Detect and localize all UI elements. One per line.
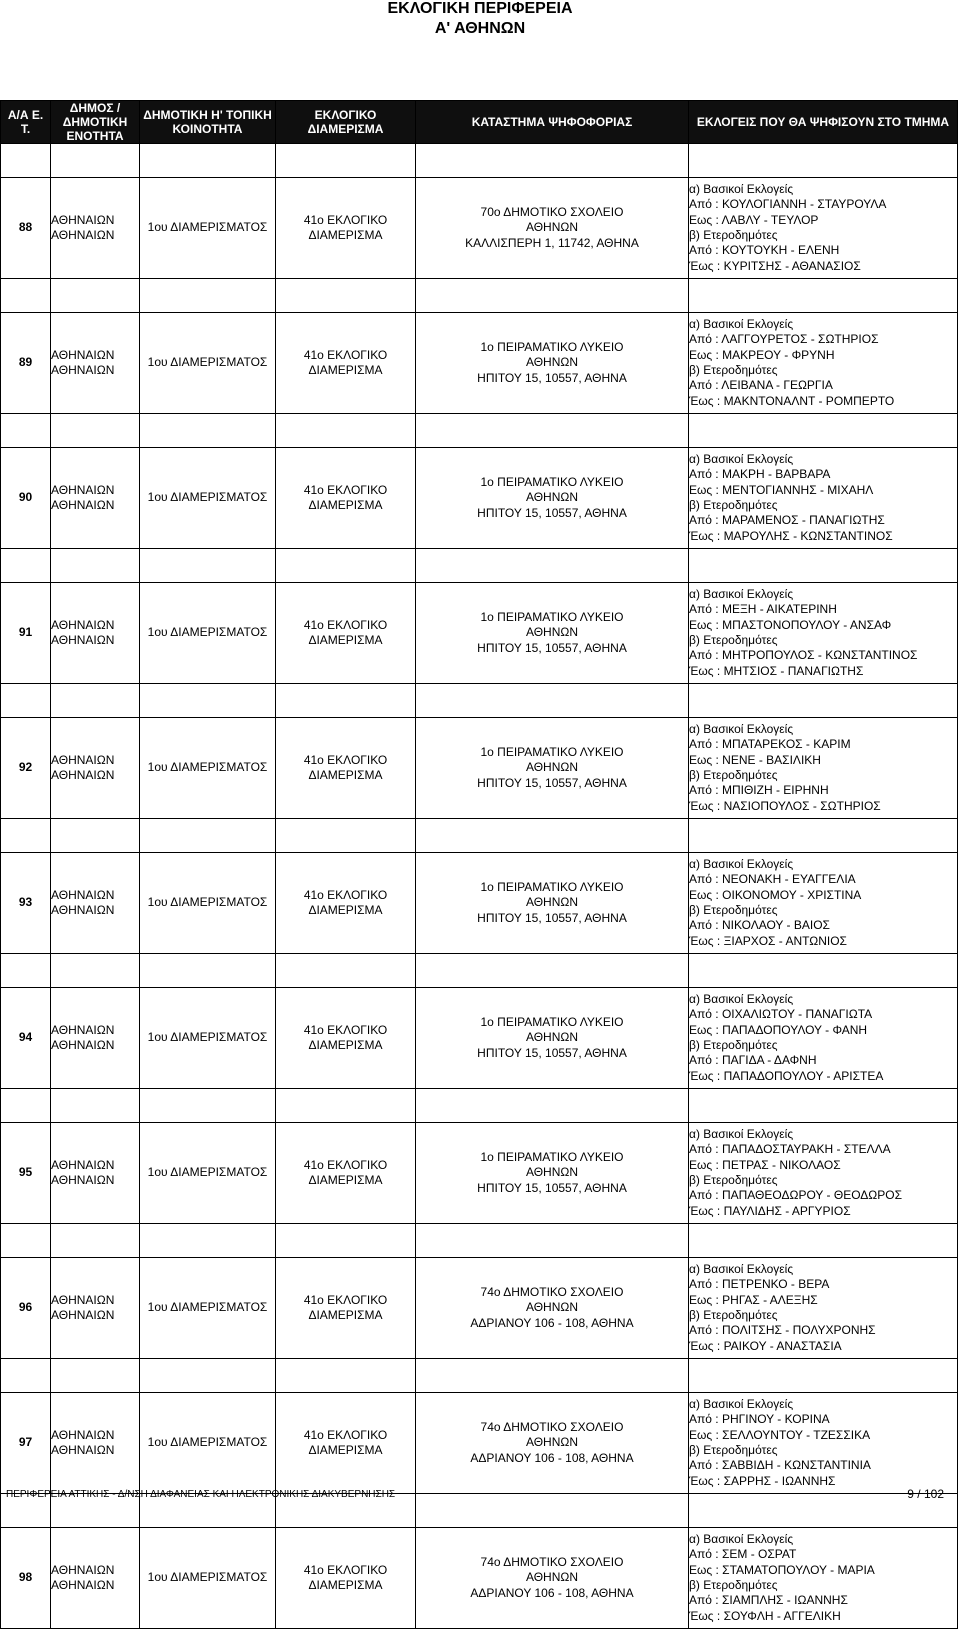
voters-line: α) Βασικοί Εκλογείς bbox=[689, 1532, 794, 1547]
station-name: 74ο ΔΗΜΟΤΙΚΟ ΣΧΟΛΕΙΟ bbox=[480, 1420, 624, 1435]
voters-line: Από : ΜΠΙΘΙΖΗ - ΕΙΡΗΝΗ bbox=[689, 783, 829, 798]
voters-line: Εως : ΠΑΠΑΔΟΠΟΥΛΟΥ - ΦΑΝΗ bbox=[689, 1022, 868, 1037]
community-cell: 1ου ΔΙΑΜΕΡΙΣΜΑΤΟΣ bbox=[140, 1123, 276, 1224]
voters-line: Έως : ΣΟΥΦΛΗ - ΑΓΓΕΛΙΚΗ bbox=[689, 1608, 841, 1623]
voters-cell bbox=[689, 313, 958, 414]
document-subtitle: Α' ΑΘΗΝΩΝ bbox=[434, 20, 526, 37]
polling-stations-table bbox=[0, 100, 958, 1629]
voters-line: α) Βασικοί Εκλογείς bbox=[689, 587, 794, 602]
municipal-unit-line: ΑΘΗΝΑΙΩΝ bbox=[51, 768, 115, 782]
municipal-unit-line: ΑΘΗΝΑΙΩΝ bbox=[51, 903, 115, 917]
station-name: 1ο ΠΕΙΡΑΜΑΤΙΚΟ ΛΥΚΕΙΟ bbox=[480, 745, 624, 760]
table-row bbox=[1, 1258, 958, 1359]
row-spacer bbox=[1, 1359, 958, 1393]
voters-line: β) Ετεροδημότες bbox=[689, 768, 778, 782]
polling-station-cell bbox=[416, 988, 689, 1089]
voters-line: Από : ΠΕΤΡΕΝΚΟ - ΒΕΡΑ bbox=[689, 1277, 830, 1292]
polling-station-cell bbox=[416, 853, 689, 954]
voters-line: Έως : ΜΑΡΟΥΛΗΣ - ΚΩΝΣΤΑΝΤΙΝΟΣ bbox=[689, 528, 893, 543]
row-spacer bbox=[1, 1089, 958, 1123]
district-line: ΔΙΑΜΕΡΙΣΜΑ bbox=[308, 633, 383, 647]
station-address: ΑΔΡΙΑΝΟΥ 106 - 108, ΑΘΗΝΑ bbox=[470, 1585, 634, 1600]
station-address: ΗΠΙΤΟΥ 15, 10557, ΑΘΗΝΑ bbox=[477, 370, 627, 385]
polling-station-cell bbox=[416, 1393, 689, 1494]
voters-line: α) Βασικοί Εκλογείς bbox=[689, 182, 794, 197]
voters-line: Εως : ΝΕΝΕ - ΒΑΣΙΛΙΚΗ bbox=[689, 752, 821, 767]
voters-line: α) Βασικοί Εκλογείς bbox=[689, 1127, 794, 1142]
station-address: ΗΠΙΤΟΥ 15, 10557, ΑΘΗΝΑ bbox=[477, 910, 627, 925]
community-cell: 1ου ΔΙΑΜΕΡΙΣΜΑΤΟΣ bbox=[140, 448, 276, 549]
district-line: ΔΙΑΜΕΡΙΣΜΑ bbox=[308, 903, 383, 917]
polling-station-cell bbox=[416, 313, 689, 414]
district-line: ΔΙΑΜΕΡΙΣΜΑ bbox=[308, 498, 383, 512]
municipal-unit-line: ΑΘΗΝΑΙΩΝ bbox=[51, 1038, 115, 1052]
voters-cell bbox=[689, 718, 958, 819]
voters-line: α) Βασικοί Εκλογείς bbox=[689, 722, 794, 737]
row-spacer bbox=[1, 279, 958, 313]
document-title: ΕΚΛΟΓΙΚΗ ΠΕΡΙΦΕΡΕΙΑ bbox=[387, 0, 573, 17]
polling-station-cell bbox=[416, 718, 689, 819]
community-cell: 1ου ΔΙΑΜΕΡΙΣΜΑΤΟΣ bbox=[140, 1393, 276, 1494]
voters-line: Από : ΜΠΑΤΑΡΕΚΟΣ - ΚΑΡΙΜ bbox=[689, 737, 851, 752]
municipal-unit-line: ΑΘΗΝΑΙΩΝ bbox=[51, 1443, 115, 1457]
voters-line: Από : ΜΑΡΑΜΕΝΟΣ - ΠΑΝΑΓΙΩΤΗΣ bbox=[689, 513, 885, 528]
station-address: ΚΑΛΛΙΣΠΕΡΗ 1, 11742, ΑΘΗΝΑ bbox=[465, 235, 639, 250]
voters-line: Από : ΜΑΚΡΗ - ΒΑΡΒΑΡΑ bbox=[689, 467, 831, 482]
station-name: 74ο ΔΗΜΟΤΙΚΟ ΣΧΟΛΕΙΟ bbox=[480, 1285, 624, 1300]
table-row bbox=[1, 718, 958, 819]
row-number: 88 bbox=[1, 178, 51, 279]
community-cell: 1ου ΔΙΑΜΕΡΙΣΜΑΤΟΣ bbox=[140, 718, 276, 819]
district-cell bbox=[276, 583, 416, 684]
district-line: 41ο ΕΚΛΟΓΙΚΟ bbox=[303, 1157, 388, 1172]
voters-line: Έως : ΠΑΠΑΔΟΠΟΥΛΟΥ - ΑΡΙΣΤΕΑ bbox=[689, 1068, 884, 1083]
header-polling-station: ΚΑΤΑΣΤΗΜΑ ΨΗΦΟΦΟΡΙΑΣ bbox=[416, 101, 689, 144]
voters-line: Από : ΛΕΙΒΑΝΑ - ΓΕΩΡΓΙΑ bbox=[689, 378, 833, 393]
voters-line: Έως : ΣΑΡΡΗΣ - ΙΩΑΝΝΗΣ bbox=[689, 1473, 836, 1488]
station-city: ΑΘΗΝΩΝ bbox=[525, 1030, 579, 1045]
table-row bbox=[1, 583, 958, 684]
municipal-unit-line: ΑΘΗΝΑΙΩΝ bbox=[51, 363, 115, 377]
table-body bbox=[1, 144, 958, 1629]
district-cell bbox=[276, 448, 416, 549]
voters-cell bbox=[689, 448, 958, 549]
municipality-line: ΑΘΗΝΑΙΩΝ bbox=[51, 752, 115, 767]
district-cell bbox=[276, 1528, 416, 1629]
district-line: ΔΙΑΜΕΡΙΣΜΑ bbox=[308, 363, 383, 377]
row-number: 98 bbox=[1, 1528, 51, 1629]
row-spacer bbox=[1, 1224, 958, 1258]
voters-line: Από : ΠΟΛΙΤΣΗΣ - ΠΟΛΥΧΡΟΝΗΣ bbox=[689, 1323, 876, 1338]
voters-line: β) Ετεροδημότες bbox=[689, 1038, 778, 1052]
voters-line: Από : ΠΑΠΑΘΕΟΔΩΡΟΥ - ΘΕΟΔΩΡΟΣ bbox=[689, 1188, 903, 1203]
voters-line: β) Ετεροδημότες bbox=[689, 363, 778, 377]
municipal-unit-line: ΑΘΗΝΑΙΩΝ bbox=[51, 633, 115, 647]
row-spacer bbox=[1, 684, 958, 718]
municipality-cell bbox=[51, 313, 140, 414]
municipality-cell bbox=[51, 1258, 140, 1359]
municipality-line: ΑΘΗΝΑΙΩΝ bbox=[51, 347, 115, 362]
station-name: 1ο ΠΕΙΡΑΜΑΤΙΚΟ ΛΥΚΕΙΟ bbox=[480, 475, 624, 490]
district-cell bbox=[276, 853, 416, 954]
row-number: 96 bbox=[1, 1258, 51, 1359]
voters-line: β) Ετεροδημότες bbox=[689, 1578, 778, 1592]
row-spacer bbox=[1, 549, 958, 583]
municipality-line: ΑΘΗΝΑΙΩΝ bbox=[51, 482, 115, 497]
district-line: 41ο ΕΚΛΟΓΙΚΟ bbox=[303, 1562, 388, 1577]
municipality-line: ΑΘΗΝΑΙΩΝ bbox=[51, 1157, 115, 1172]
district-line: ΔΙΑΜΕΡΙΣΜΑ bbox=[308, 228, 383, 242]
station-city: ΑΘΗΝΩΝ bbox=[525, 1570, 579, 1585]
community-cell: 1ου ΔΙΑΜΕΡΙΣΜΑΤΟΣ bbox=[140, 853, 276, 954]
voters-line: Από : ΟΙΧΑΛΙΩΤΟΥ - ΠΑΝΑΓΙΩΤΑ bbox=[689, 1007, 873, 1022]
voters-line: Από : ΣΕΜ - ΟΣΡΑΤ bbox=[689, 1547, 797, 1562]
table-row bbox=[1, 178, 958, 279]
municipality-cell bbox=[51, 1123, 140, 1224]
municipality-cell bbox=[51, 448, 140, 549]
voters-line: Από : ΣΑΒΒΙΔΗ - ΚΩΝΣΤΑΝΤΙΝΙΑ bbox=[689, 1458, 871, 1473]
voters-line: Εως : ΠΕΤΡΑΣ - ΝΙΚΟΛΑΟΣ bbox=[689, 1157, 841, 1172]
voters-cell bbox=[689, 1123, 958, 1224]
voters-line: Από : ΜΕΞΗ - ΑΙΚΑΤΕΡΙΝΗ bbox=[689, 602, 837, 617]
municipality-line: ΑΘΗΝΑΙΩΝ bbox=[51, 1292, 115, 1307]
district-line: 41ο ΕΚΛΟΓΙΚΟ bbox=[303, 482, 388, 497]
row-spacer bbox=[1, 414, 958, 448]
district-cell bbox=[276, 1123, 416, 1224]
municipality-cell bbox=[51, 583, 140, 684]
station-name: 1ο ΠΕΙΡΑΜΑΤΙΚΟ ΛΥΚΕΙΟ bbox=[480, 880, 624, 895]
station-name: 1ο ΠΕΙΡΑΜΑΤΙΚΟ ΛΥΚΕΙΟ bbox=[480, 1150, 624, 1165]
voters-line: Από : ΝΙΚΟΛΑΟΥ - ΒΑΙΟΣ bbox=[689, 918, 830, 933]
station-city: ΑΘΗΝΩΝ bbox=[525, 895, 579, 910]
district-cell bbox=[276, 1393, 416, 1494]
voters-line: Έως : ΝΑΣΙΟΠΟΥΛΟΣ - ΣΩΤΗΡΙΟΣ bbox=[689, 798, 881, 813]
voters-line: β) Ετεροδημότες bbox=[689, 1173, 778, 1187]
voters-line: Από : ΚΟΥΛΟΓΙΑΝΝΗ - ΣΤΑΥΡΟΥΛΑ bbox=[689, 197, 887, 212]
header-community: ΔΗΜΟΤΙΚΗ Η' ΤΟΠΙΚΗ ΚΟΙΝΟΤΗΤΑ bbox=[140, 101, 276, 144]
polling-station-cell bbox=[416, 448, 689, 549]
polling-station-cell bbox=[416, 178, 689, 279]
table-header-row bbox=[1, 101, 958, 144]
station-name: 1ο ΠΕΙΡΑΜΑΤΙΚΟ ΛΥΚΕΙΟ bbox=[480, 340, 624, 355]
district-line: ΔΙΑΜΕΡΙΣΜΑ bbox=[308, 1308, 383, 1322]
row-number: 95 bbox=[1, 1123, 51, 1224]
station-city: ΑΘΗΝΩΝ bbox=[525, 220, 579, 235]
polling-station-cell bbox=[416, 583, 689, 684]
polling-station-cell bbox=[416, 1258, 689, 1359]
voters-line: Εως : ΛΑΒΛΥ - ΤΕΥΛΟΡ bbox=[689, 212, 819, 227]
voters-line: Από : ΣΙΑΜΠΛΗΣ - ΙΩΑΝΝΗΣ bbox=[689, 1593, 848, 1608]
header-aa: Α/Α Ε. Τ. bbox=[1, 101, 51, 144]
voters-line: α) Βασικοί Εκλογείς bbox=[689, 992, 794, 1007]
voters-line: Από : ΚΟΥΤΟΥΚΗ - ΕΛΕΝΗ bbox=[689, 243, 840, 258]
municipal-unit-line: ΑΘΗΝΑΙΩΝ bbox=[51, 498, 115, 512]
voters-line: Εως : ΣΤΑΜΑΤΟΠΟΥΛΟΥ - ΜΑΡΙΑ bbox=[689, 1562, 875, 1577]
municipal-unit-line: ΑΘΗΝΑΙΩΝ bbox=[51, 228, 115, 242]
row-number: 90 bbox=[1, 448, 51, 549]
voters-line: β) Ετεροδημότες bbox=[689, 1443, 778, 1457]
voters-line: Από : ΛΑΓΓΟΥΡΕΤΟΣ - ΣΩΤΗΡΙΟΣ bbox=[689, 332, 879, 347]
municipal-unit-line: ΑΘΗΝΑΙΩΝ bbox=[51, 1308, 115, 1322]
community-cell: 1ου ΔΙΑΜΕΡΙΣΜΑΤΟΣ bbox=[140, 178, 276, 279]
voters-line: Έως : ΡΑΙΚΟΥ - ΑΝΑΣΤΑΣΙΑ bbox=[689, 1338, 842, 1353]
voters-cell bbox=[689, 583, 958, 684]
district-cell bbox=[276, 178, 416, 279]
district-line: 41ο ΕΚΛΟΓΙΚΟ bbox=[303, 1022, 388, 1037]
polling-station-cell bbox=[416, 1123, 689, 1224]
footer-text: ΠΕΡΙΦΕΡΕΙΑ ΑΤΤΙΚΗΣ - Δ/ΝΣΗ ΔΙΑΦΑΝΕΙΑΣ ΚΑΙ ΗΛΕΚΤΡΟΝΙΚΗΣ ΔΙΑΚΥΒΕΡΝΗΣΗΣ bbox=[6, 1489, 396, 1500]
voters-line: Έως : ΜΑΚΝΤΟΝΑΛΝΤ - ΡΟΜΠΕΡΤΟ bbox=[689, 393, 895, 408]
voters-line: α) Βασικοί Εκλογείς bbox=[689, 452, 794, 467]
header-municipality: ΔΗΜΟΣ / ΔΗΜΟΤΙΚΗ ΕΝΟΤΗΤΑ bbox=[51, 101, 140, 144]
row-spacer bbox=[1, 819, 958, 853]
station-address: ΗΠΙΤΟΥ 15, 10557, ΑΘΗΝΑ bbox=[477, 505, 627, 520]
station-city: ΑΘΗΝΩΝ bbox=[525, 1300, 579, 1315]
station-address: ΗΠΙΤΟΥ 15, 10557, ΑΘΗΝΑ bbox=[477, 640, 627, 655]
district-cell bbox=[276, 1258, 416, 1359]
row-number: 97 bbox=[1, 1393, 51, 1494]
municipality-line: ΑΘΗΝΑΙΩΝ bbox=[51, 617, 115, 632]
table-row bbox=[1, 448, 958, 549]
district-line: 41ο ΕΚΛΟΓΙΚΟ bbox=[303, 212, 388, 227]
voters-line: Έως : ΠΑΥΛΙΔΗΣ - ΑΡΓΥΡΙΟΣ bbox=[689, 1203, 851, 1218]
municipality-line: ΑΘΗΝΑΙΩΝ bbox=[51, 212, 115, 227]
station-address: ΑΔΡΙΑΝΟΥ 106 - 108, ΑΘΗΝΑ bbox=[470, 1315, 634, 1330]
row-number: 94 bbox=[1, 988, 51, 1089]
voters-line: Έως : ΞΙΑΡΧΟΣ - ΑΝΤΩΝΙΟΣ bbox=[689, 933, 847, 948]
voters-line: Από : ΡΗΓΙΝΟΥ - ΚΟΡΙΝΑ bbox=[689, 1412, 830, 1427]
voters-line: Εως : ΜΑΚΡΕΟΥ - ΦΡΥΝΗ bbox=[689, 347, 835, 362]
municipal-unit-line: ΑΘΗΝΑΙΩΝ bbox=[51, 1578, 115, 1592]
voters-line: β) Ετεροδημότες bbox=[689, 228, 778, 242]
station-name: 1ο ΠΕΙΡΑΜΑΤΙΚΟ ΛΥΚΕΙΟ bbox=[480, 1015, 624, 1030]
station-name: 74ο ΔΗΜΟΤΙΚΟ ΣΧΟΛΕΙΟ bbox=[480, 1555, 624, 1570]
municipality-cell bbox=[51, 178, 140, 279]
station-city: ΑΘΗΝΩΝ bbox=[525, 355, 579, 370]
voters-cell bbox=[689, 853, 958, 954]
polling-station-cell bbox=[416, 1528, 689, 1629]
district-line: ΔΙΑΜΕΡΙΣΜΑ bbox=[308, 768, 383, 782]
voters-line: α) Βασικοί Εκλογείς bbox=[689, 1397, 794, 1412]
community-cell: 1ου ΔΙΑΜΕΡΙΣΜΑΤΟΣ bbox=[140, 988, 276, 1089]
table-row bbox=[1, 853, 958, 954]
district-line: 41ο ΕΚΛΟΓΙΚΟ bbox=[303, 752, 388, 767]
municipality-cell bbox=[51, 853, 140, 954]
district-cell bbox=[276, 313, 416, 414]
district-line: ΔΙΑΜΕΡΙΣΜΑ bbox=[308, 1173, 383, 1187]
voters-line: α) Βασικοί Εκλογείς bbox=[689, 317, 794, 332]
district-line: 41ο ΕΚΛΟΓΙΚΟ bbox=[303, 887, 388, 902]
station-city: ΑΘΗΝΩΝ bbox=[525, 1165, 579, 1180]
voters-line: β) Ετεροδημότες bbox=[689, 903, 778, 917]
voters-line: β) Ετεροδημότες bbox=[689, 498, 778, 512]
row-number: 91 bbox=[1, 583, 51, 684]
voters-line: Εως : ΜΕΝΤΟΓΙΑΝΝΗΣ - ΜΙΧΑΗΛ bbox=[689, 482, 874, 497]
station-city: ΑΘΗΝΩΝ bbox=[525, 760, 579, 775]
district-line: ΔΙΑΜΕΡΙΣΜΑ bbox=[308, 1443, 383, 1457]
station-address: ΑΔΡΙΑΝΟΥ 106 - 108, ΑΘΗΝΑ bbox=[470, 1450, 634, 1465]
voters-cell bbox=[689, 988, 958, 1089]
row-spacer bbox=[1, 954, 958, 988]
station-name: 1ο ΠΕΙΡΑΜΑΤΙΚΟ ΛΥΚΕΙΟ bbox=[480, 610, 624, 625]
voters-line: α) Βασικοί Εκλογείς bbox=[689, 1262, 794, 1277]
municipality-cell bbox=[51, 718, 140, 819]
voters-line: Από : ΠΑΓΙΔΑ - ΔΑΦΝΗ bbox=[689, 1053, 817, 1068]
voters-cell bbox=[689, 1258, 958, 1359]
municipality-line: ΑΘΗΝΑΙΩΝ bbox=[51, 1427, 115, 1442]
community-cell: 1ου ΔΙΑΜΕΡΙΣΜΑΤΟΣ bbox=[140, 583, 276, 684]
table-row bbox=[1, 1393, 958, 1494]
voters-line: Έως : ΜΗΤΣΙΟΣ - ΠΑΝΑΓΙΩΤΗΣ bbox=[689, 663, 864, 678]
voters-line: Εως : ΜΠΑΣΤΟΝΟΠΟΥΛΟΥ - ΑΝΣΑΦ bbox=[689, 617, 892, 632]
voters-line: Εως : ΟΙΚΟΝΟΜΟΥ - ΧΡΙΣΤΙΝΑ bbox=[689, 887, 862, 902]
district-cell bbox=[276, 718, 416, 819]
row-spacer bbox=[1, 144, 958, 178]
voters-line: β) Ετεροδημότες bbox=[689, 633, 778, 647]
table-row bbox=[1, 1123, 958, 1224]
municipality-cell bbox=[51, 1393, 140, 1494]
voters-cell bbox=[689, 1528, 958, 1629]
table-row bbox=[1, 988, 958, 1089]
district-line: ΔΙΑΜΕΡΙΣΜΑ bbox=[308, 1578, 383, 1592]
station-address: ΗΠΙΤΟΥ 15, 10557, ΑΘΗΝΑ bbox=[477, 775, 627, 790]
row-number: 92 bbox=[1, 718, 51, 819]
row-number: 93 bbox=[1, 853, 51, 954]
municipality-line: ΑΘΗΝΑΙΩΝ bbox=[51, 1022, 115, 1037]
station-address: ΗΠΙΤΟΥ 15, 10557, ΑΘΗΝΑ bbox=[477, 1180, 627, 1195]
community-cell: 1ου ΔΙΑΜΕΡΙΣΜΑΤΟΣ bbox=[140, 1258, 276, 1359]
header-voters: ΕΚΛΟΓΕΙΣ ΠΟΥ ΘΑ ΨΗΦΙΣΟΥΝ ΣΤΟ ΤΜΗΜΑ bbox=[689, 101, 958, 144]
table-row bbox=[1, 1528, 958, 1629]
municipality-line: ΑΘΗΝΑΙΩΝ bbox=[51, 1562, 115, 1577]
station-name: 70ο ΔΗΜΟΤΙΚΟ ΣΧΟΛΕΙΟ bbox=[480, 205, 624, 220]
voters-line: Έως : ΚΥΡΙΤΣΗΣ - ΑΘΑΝΑΣΙΟΣ bbox=[689, 258, 861, 273]
voters-cell bbox=[689, 1393, 958, 1494]
voters-line: Από : ΠΑΠΑΔΟΣΤΑΥΡΑΚΗ - ΣΤΕΛΛΑ bbox=[689, 1142, 891, 1157]
station-city: ΑΘΗΝΩΝ bbox=[525, 1435, 579, 1450]
municipality-cell bbox=[51, 988, 140, 1089]
community-cell: 1ου ΔΙΑΜΕΡΙΣΜΑΤΟΣ bbox=[140, 313, 276, 414]
municipality-line: ΑΘΗΝΑΙΩΝ bbox=[51, 887, 115, 902]
community-cell: 1ου ΔΙΑΜΕΡΙΣΜΑΤΟΣ bbox=[140, 1528, 276, 1629]
row-number: 89 bbox=[1, 313, 51, 414]
municipal-unit-line: ΑΘΗΝΑΙΩΝ bbox=[51, 1173, 115, 1187]
voters-line: Από : ΝΕΟΝΑΚΗ - ΕΥΑΓΓΕΛΙΑ bbox=[689, 872, 856, 887]
table-row bbox=[1, 313, 958, 414]
district-line: 41ο ΕΚΛΟΓΙΚΟ bbox=[303, 347, 388, 362]
voters-line: Εως : ΡΗΓΑΣ - ΑΛΕΞΗΣ bbox=[689, 1292, 818, 1307]
header-district: ΕΚΛΟΓΙΚΟ ΔΙΑΜΕΡΙΣΜΑ bbox=[276, 101, 416, 144]
municipality-cell bbox=[51, 1528, 140, 1629]
district-line: 41ο ΕΚΛΟΓΙΚΟ bbox=[303, 1427, 388, 1442]
voters-line: β) Ετεροδημότες bbox=[689, 1308, 778, 1322]
district-cell bbox=[276, 988, 416, 1089]
voters-line: Από : ΜΗΤΡΟΠΟΥΛΟΣ - ΚΩΝΣΤΑΝΤΙΝΟΣ bbox=[689, 648, 918, 663]
district-line: ΔΙΑΜΕΡΙΣΜΑ bbox=[308, 1038, 383, 1052]
station-address: ΗΠΙΤΟΥ 15, 10557, ΑΘΗΝΑ bbox=[477, 1045, 627, 1060]
voters-line: α) Βασικοί Εκλογείς bbox=[689, 857, 794, 872]
voters-line: Εως : ΣΕΛΛΟΥΝΤΟΥ - ΤΖΕΣΣΙΚΑ bbox=[689, 1427, 871, 1442]
page-number: 9 / 102 bbox=[907, 1487, 944, 1501]
voters-cell bbox=[689, 178, 958, 279]
district-line: 41ο ΕΚΛΟΓΙΚΟ bbox=[303, 1292, 388, 1307]
district-line: 41ο ΕΚΛΟΓΙΚΟ bbox=[303, 617, 388, 632]
station-city: ΑΘΗΝΩΝ bbox=[525, 490, 579, 505]
station-city: ΑΘΗΝΩΝ bbox=[525, 625, 579, 640]
